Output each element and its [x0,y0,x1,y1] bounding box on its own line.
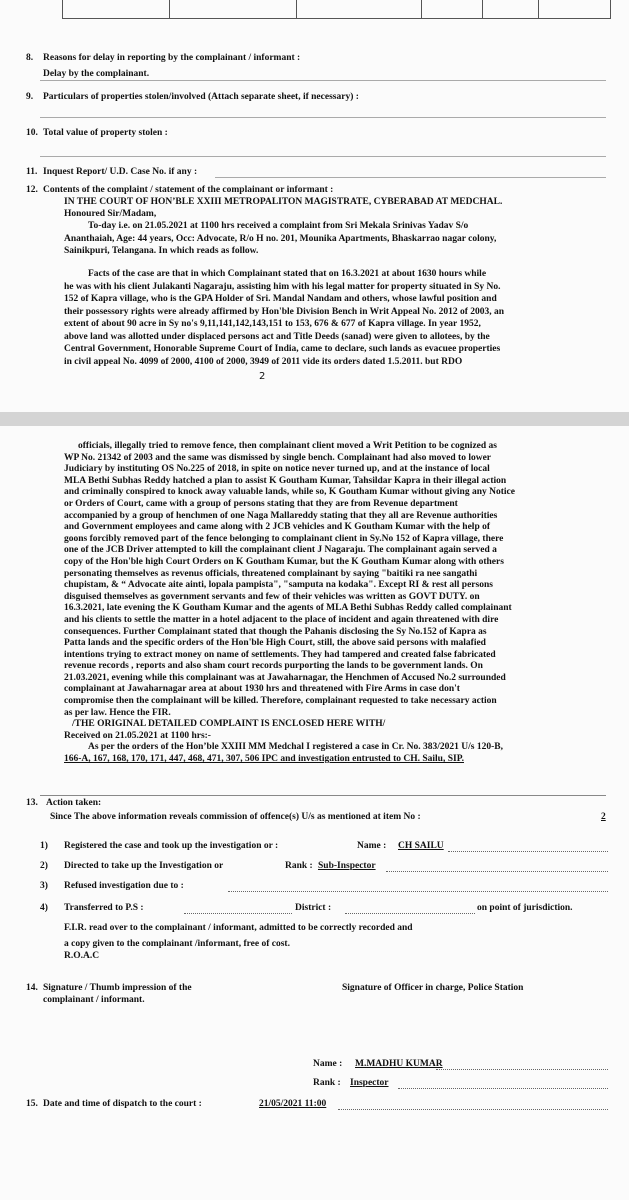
name-fill-line [448,851,608,852]
court-heading: IN THE COURT OF HON’BLE XXIII METROPALITON MAGISTRATE, CYBERABAD AT MEDCHAL. [64,197,503,207]
action-3-number: 3) [40,881,48,891]
text-line: or Orders of Court, came with a group of persons stating that they are from Revenue department [64,498,458,509]
complainant-signature-label-2: complainant / informant. [43,995,145,1005]
orders-line-1: As per the orders of the Hon’ble XXIII MM Medchal I registered a case in Cr. No. 383/2021 U/s 120-B, [88,742,503,753]
action-4-number: 4) [40,903,48,913]
officer-signature-label: Signature of Officer in charge, Police Station [342,983,524,993]
text-line: as per law. Hence the FIR. [64,707,171,718]
item-9-line [40,117,606,118]
salutation: Honoured Sir/Madam, [64,209,157,219]
signing-officer-name: M.MADHU KUMAR [355,1059,443,1069]
dispatch-datetime: 21/05/2021 11:00 [259,1099,327,1109]
complainant-signature-label-1: Signature / Thumb impression of the [43,983,192,993]
item-8-value: Delay by the complainant. [43,69,150,79]
text-line: Judiciary by instituting OS No.225 of 2018, in spite on notice never turned up, and at the instance of local [64,464,490,475]
text-line: goons forcibly removed part of the fence belonging to complainant client in Sy.No 152 of Kapra village, there [64,533,504,544]
offence-item-number: 2 [601,812,606,822]
text-line: compromise then the complainant will be killed. Therefore, complainant requested to take necessary action [64,696,497,707]
fir-read-line-2: a copy given to the complainant /informant, free of cost. [64,939,290,949]
item-10-label: Total value of property stolen : [43,128,168,138]
roac: R.O.A.C [64,951,100,961]
text-line: officials, illegally tried to remove fence, then complainant client moved a Writ Petition to be cognized as [78,441,497,451]
item-9-label: Particulars of properties stolen/involved (Attach separate sheet, if necessary) : [43,92,359,102]
refused-fill-line [228,891,608,892]
text-line: disguised themselves as government servants and few of their vehicles was written as GOVT DUTY. on [64,591,480,602]
page-number: 2 [259,371,266,382]
fir-read-line-1: F.I.R. read over to the complainant / informant, admitted to be correctly recorded and [64,923,413,933]
district-key: District : [295,903,332,913]
item-14-number: 14. [26,983,38,993]
item-8-line [40,80,606,81]
text-line: extent of about 90 acre in Sy no's 9,11,141,142,143,151 to 153, 676 & 677 of Kapra village. In year 1952, [64,319,481,329]
action-4-text: Transferred to P.S : [64,903,144,913]
section-divider [40,795,606,796]
item-10-line [40,156,606,157]
item-12-label: Contents of the complaint / statement of the complainant or informant : [43,185,334,195]
jurisdiction-text: on point of jurisdiction. [477,903,573,913]
item-9-number: 9. [26,92,34,102]
text-line: WP No. 21342 of 2003 and the same was dismissed by single bench. Complainant had also moved to lower [64,452,492,463]
text-line: above land was allotted under displaced persons act and Title Deeds (sanad) were given to allotees, by the [64,331,490,342]
received-line: Received on 21.05.2021 at 1100 hrs:- [64,730,211,741]
text-line: 21.03.2021, evening while this complainant was at Jawaharnagar, the Henchmen of Accused No.2 surrounded [64,672,506,683]
text-line: and criminally conspired to knock away valuable lands, while so, K Goutham Kumar without giving any Notice [64,487,515,498]
ps-fill-line [184,913,292,914]
text-line: Patta lands and the specific orders of the Hon'ble High Court, still, the above said persons with malafied [64,638,486,649]
text-line: Sainikpuri, Telangana. In which reads as follow. [64,246,259,256]
signing-officer-rank: Inspector [350,1078,389,1088]
text-line: Central Government, Honorable Supreme Court of India, came to declare, such lands as evacuee properties [64,344,501,354]
text-line: accompanied by a group of henchmen of one Naga Mallareddy stating that they all are Revenue authorities [64,510,498,521]
text-line: chupistam, & “ Advocate aite ainti, lopala pampista", "samputa na kodaka". Except RI & rest all persons [64,580,493,591]
item-13-number: 13. [26,798,38,808]
officer-name-key: Name : [357,841,387,851]
text-line: MLA Bethi Subhas Reddy hatched a plan to assist K Goutham Kumar, Tahsildar Kapra in their illegal action [64,475,507,486]
text-line: in civil appeal No. 4099 of 2000, 4100 of 2000, 3949 of 2011 vide its orders dated 1.5.2011. but RDO [64,356,463,367]
text-line: one of the JCB Driver attempted to kill the complainant client J Nagaraju. The complainant again served a [64,545,497,556]
enclosed-note: /THE ORIGINAL DETAILED COMPLAINT IS ENCLOSED HERE WITH/ [72,719,386,730]
district-fill-line [345,913,475,914]
action-1-text: Registered the case and took up the investigation or : [64,841,279,851]
officer-name-value: CH SAILU [398,841,444,851]
action-2-number: 2) [40,861,48,871]
item-8-label: Reasons for delay in reporting by the complainant / informant : [43,53,301,63]
document-page-1 [0,0,629,412]
officer-name-fill-line [436,1069,608,1070]
orders-line-2: 166-A, 167, 168, 170, 171, 447, 468, 471, 307, 506 IPC and investigation entrusted to CH. Sailu, SIP. [64,754,464,765]
text-line: revenue records , reports and also sham court records purporting the lands to be government lands. On [64,661,483,672]
item-12-number: 12. [26,185,38,195]
item-11-line [215,177,606,178]
text-line: 152 of Kapra village, who is the GPA Holder of Sri. Mandal Nandam and others, whose lawful position and [64,294,497,304]
text-line: intentions trying to extract money on name of settlements. They had tampered and created false fabricated [64,649,496,660]
property-table-remnant [62,0,611,19]
text-line: and his clients to settle the matter in a hotel adjacent to the place of incident and again threatened with dire [64,614,499,625]
complaint-continuation [64,441,515,766]
text-line: Ananthaiah, Age: 44 years, Occ: Advocate, R/o H no. 201, Mounika Apartments, Bhaskarrao nagar colony, [64,233,497,244]
item-15-label: Date and time of dispatch to the court : [43,1099,202,1109]
text-line: copy of the Hon'ble high Court Orders on K Goutham Kumar, but the K Goutham Kumar along with others [64,556,504,567]
item-15-number: 15. [26,1099,38,1109]
document-page-2 [0,426,629,1200]
item-8-number: 8. [26,53,34,63]
text-line: consequences. Further Complainant stated that though the Pahanis disclosing the Sy No.152 of Kapra as [64,626,487,637]
item-10-number: 10. [26,128,38,138]
text-line: he was with his client Julakanti Nagaraju, assisting him with his legal matter for property situated in Sy No. [64,281,501,292]
text-line: their possessory rights were already affirmed by Hon'ble Division Bench in Writ Appeal No. 2012 of 2003, an [64,306,505,317]
officer-rank-fill-line [398,1088,608,1089]
signing-officer-rank-key: Rank : [313,1078,341,1088]
signing-officer-name-key: Name : [313,1059,343,1069]
text-line: complainant at Jawaharnagar area at about 1930 hrs and threatened with Fire Arms in case don't [64,684,460,695]
complaint-paragraph-2 [64,268,504,368]
rank-fill-line [386,871,608,872]
text-line: and Government employees and came along with 2 JCB vehicles and K Goutham Kumar with the help of [64,522,491,533]
text-line: To-day i.e. on 21.05.2021 at 1100 hrs received a complaint from Sri Mekala Srinivas Yadav S/o [88,221,469,231]
item-13-label: Action taken: [46,798,102,808]
dispatch-fill-line [338,1109,608,1110]
action-1-number: 1) [40,841,48,851]
text-line: personating themselves as revenus officials, threatened complainant by saying "baitiki ra nee sangathi [64,568,478,579]
officer-rank-key: Rank : [285,861,313,871]
officer-rank-value: Sub-Inspector [318,861,376,871]
offence-statement: Since The above information reveals commission of offence(s) U/s as mentioned at item No : [50,812,421,822]
item-11-number: 11. [26,167,38,177]
action-3-text: Refused investigation due to : [64,881,184,891]
action-2-text: Directed to take up the Investigation or [64,861,224,871]
item-11-label: Inquest Report/ U.D. Case No. if any : [43,167,198,177]
text-line: 16.3.2021, late evening the K Goutham Kumar and the agents of MLA Bethi Subhas Reddy called complainant [64,603,512,614]
complaint-paragraph-1 [64,220,496,258]
text-line: Facts of the case are that in which Complainant stated that on 16.3.2021 at about 1630 hours while [88,269,487,279]
